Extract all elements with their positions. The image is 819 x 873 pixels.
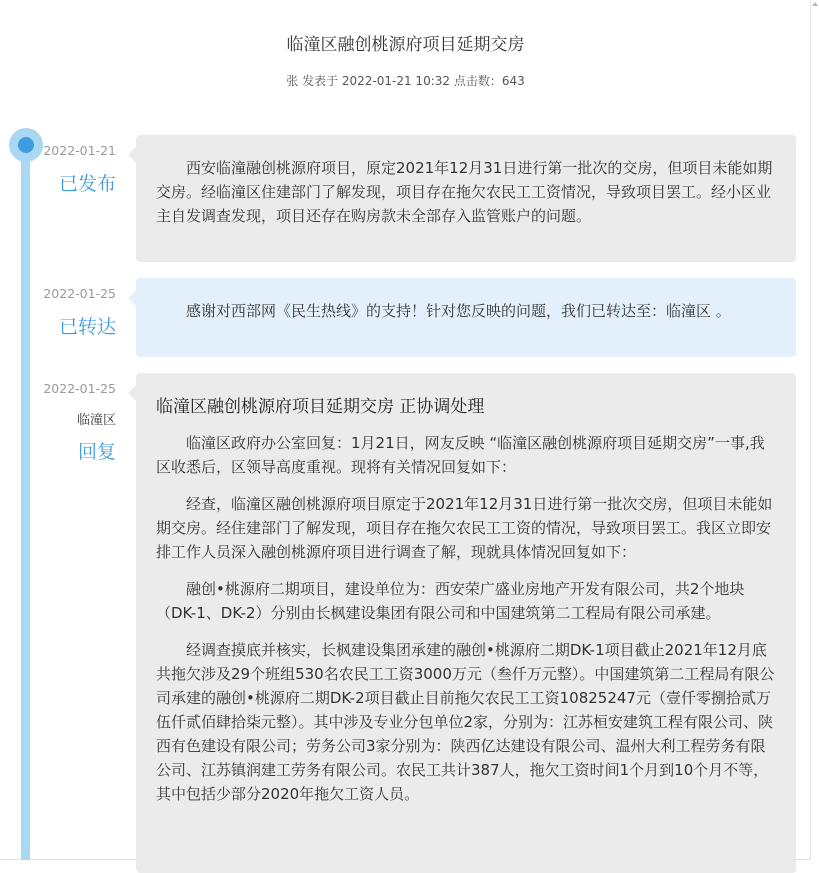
reply-paragraph: 经调查摸底并核实，长枫建设集团承建的融创•桃源府二期DK-1项目截止2021年12月底共拖欠涉及29个班组530名农民工工资3000万元（叁仟万元整）。中国建筑第二工程局有限公司承建的融创•桃源府二期DK-2项目截止目前拖欠农民工工资10825247元（壹仟零捌拾贰万伍仟贰佰肆拾柒元整）。其中涉及专业分包单位2家，分别为：江苏桓安建筑工程有限公司、陕西有色建设有限公司；劳务公司3家分别为：陕西亿达建设有限公司、温州大利工程劳务有限公司、江苏镇润建工劳务有限公司。农民工共计387人，拖欠工资时间1个月到10个月不等，其中包括少部分2020年拖欠工资人员。 bbox=[156, 641, 775, 803]
reply-title: 临潼区融创桃源府项目延期交房 正协调处理 bbox=[156, 397, 485, 417]
card-pointer bbox=[128, 385, 136, 401]
reply-paragraph: 临潼区政府办公室回复：1月21日，网友反映 “临潼区融创桃源府项目延期交房”一事,我区收悉后，区领导高度重视。现将有关情况回复如下： bbox=[156, 434, 765, 476]
timeline-card-reply bbox=[136, 373, 796, 873]
timeline-card-forwarded bbox=[136, 278, 796, 357]
timeline-date: 2022-01-25 bbox=[43, 286, 116, 301]
timeline-status: 已转达 bbox=[58, 316, 116, 338]
timeline-date: 2022-01-25 bbox=[43, 381, 116, 396]
reply-paragraph: 经查，临潼区融创桃源府项目原定于2021年12月31日进行第一批次交房，但项目未能如期交房。经住建部门了解发现，项目存在拖欠农民工工资的情况，导致项目罢工。我区立即安排工作人员深入融创桃源府项目进行调查了解，现就具体情况回复如下： bbox=[156, 495, 773, 561]
card-text: 西安临潼融创桃源府项目，原定2021年12月31日进行第一批次的交房，但项目未能如期交房。经临潼区住建部门了解发现，项目存在拖欠农民工工资情况，导致项目罢工。经小区业主自发调查发现，项目还存在购房款未全部存入监管账户的问题。 bbox=[156, 159, 773, 225]
post-meta: 张 发表于 2022-01-21 10:32 点击数：643 bbox=[286, 74, 525, 88]
timeline-rail bbox=[21, 148, 30, 860]
scroll-up-icon[interactable] bbox=[811, 0, 819, 8]
timeline-status: 回复 bbox=[77, 441, 116, 463]
reply-paragraph: 融创•桃源府二期项目，建设单位为：西安荣广盛业房地产开发有限公司，共2个地块（DK-1、DK-2）分别由长枫建设集团有限公司和中国建筑第二工程局有限公司承建。 bbox=[156, 580, 745, 622]
timeline-status: 已发布 bbox=[58, 173, 116, 195]
timeline-current-dot-icon bbox=[9, 128, 43, 162]
timeline-date: 2022-01-21 bbox=[43, 143, 116, 158]
timeline-card-published bbox=[136, 135, 796, 262]
card-pointer bbox=[128, 290, 136, 306]
card-text: 感谢对西部网《民生热线》的支持！针对您反映的问题，我们已转达至：临潼区 。 bbox=[186, 302, 731, 320]
reply-department: 临潼区 bbox=[76, 413, 116, 428]
card-pointer bbox=[128, 147, 136, 163]
page-title: 临潼区融创桃源府项目延期交房 bbox=[286, 35, 525, 55]
timeline-dot-core bbox=[18, 137, 34, 153]
